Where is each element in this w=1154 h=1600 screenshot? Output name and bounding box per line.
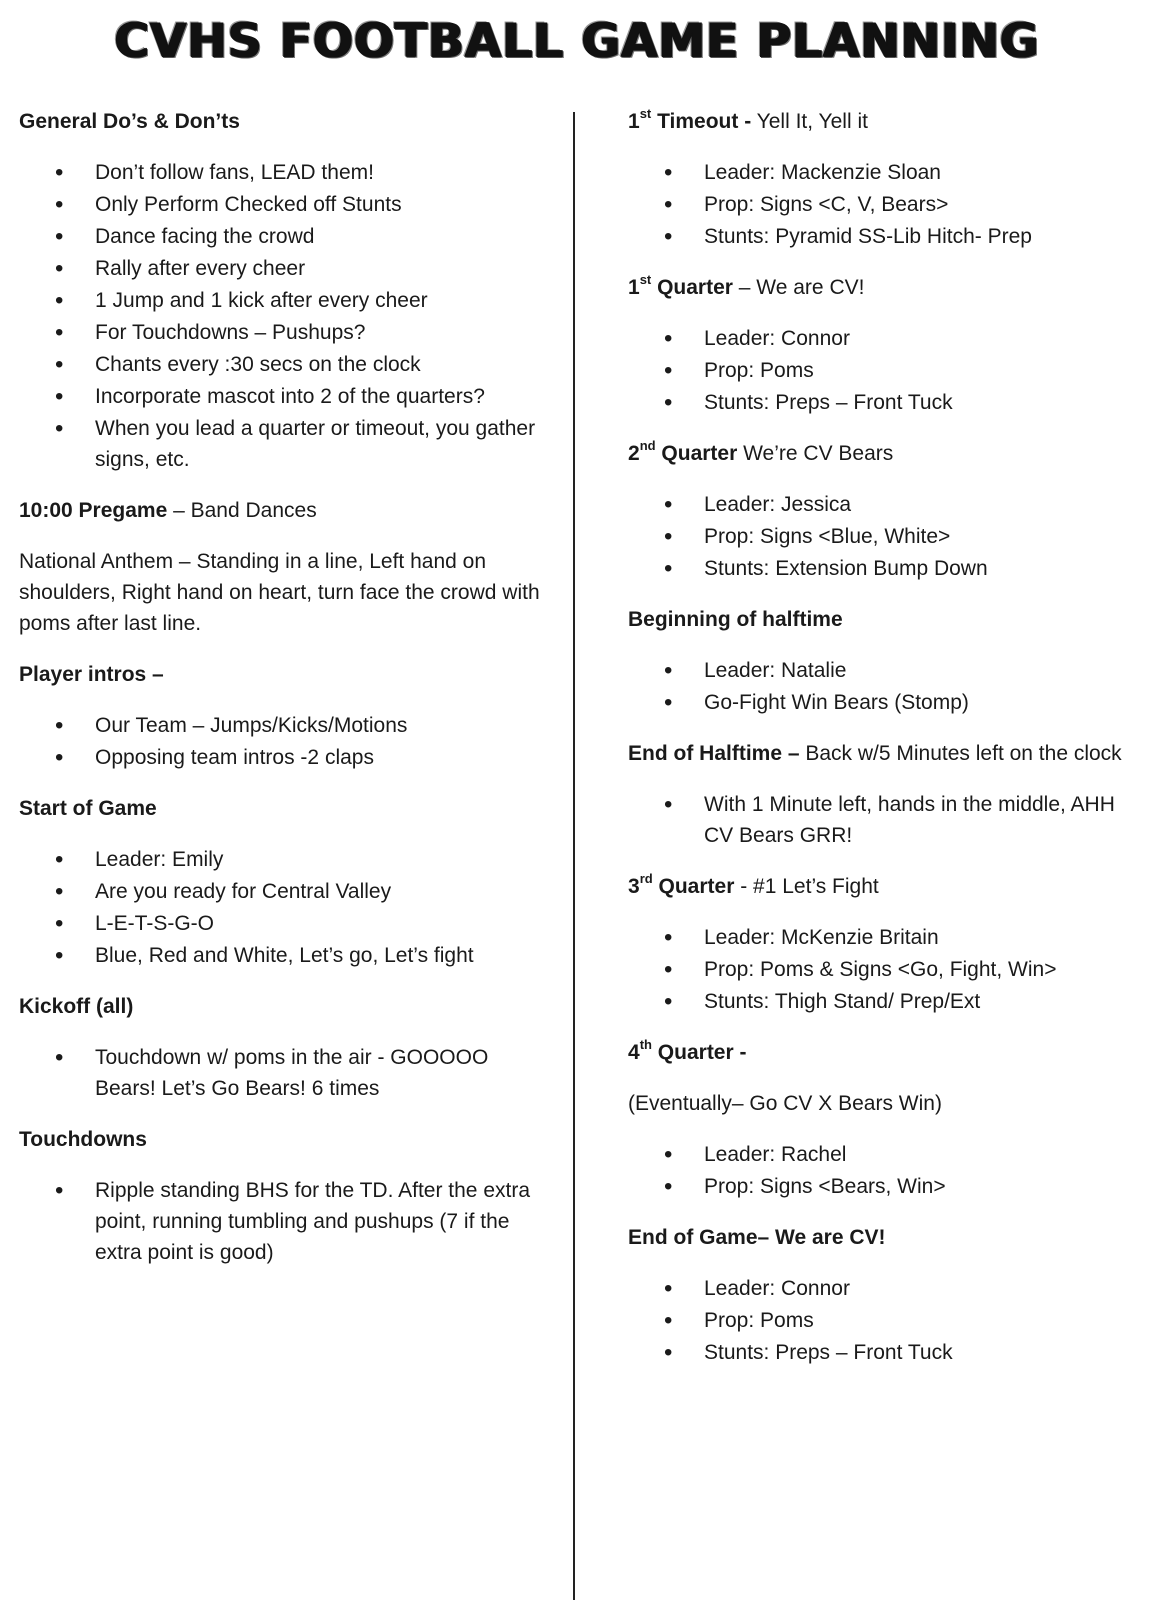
start-of-game-heading: Start of Game: [19, 797, 157, 820]
list-item: • L-E-T-S-G-O: [19, 908, 549, 939]
touchdowns-heading: Touchdowns: [19, 1128, 147, 1151]
list-item: • Stunts: Preps – Front Tuck: [628, 387, 1133, 418]
quarter4-note: (Eventually– Go CV X Bears Win): [628, 1092, 942, 1115]
list-item: • Leader: McKenzie Britain: [628, 922, 1133, 953]
quarter3-list: [628, 922, 1133, 1017]
quarter4-heading: 4th Quarter -: [628, 1037, 747, 1064]
list-item: • With 1 Minute left, hands in the middle, AHH CV Bears GRR!: [628, 789, 1133, 851]
list-item: • Ripple standing BHS for the TD. After the extra point, running tumbling and pushups (7 if the extra point is good): [19, 1175, 549, 1268]
kickoff-heading: Kickoff (all): [19, 995, 134, 1018]
halftime-begin-heading: Beginning of halftime: [628, 608, 843, 631]
list-item: • Prop: Signs <C, V, Bears>: [628, 189, 1133, 220]
list-item: • Stunts: Thigh Stand/ Prep/Ext: [628, 986, 1133, 1017]
list-item: • For Touchdowns – Pushups?: [19, 317, 549, 348]
list-item: • Prop: Poms: [628, 1305, 1133, 1336]
quarter4-list: [628, 1139, 1133, 1202]
right-column: [628, 106, 1133, 1388]
quarter3-heading: 3rd Quarter - #1 Let’s Fight: [628, 871, 879, 898]
list-item: • Leader: Emily: [19, 844, 549, 875]
list-item: • Our Team – Jumps/Kicks/Motions: [19, 710, 549, 741]
page-title: CVHS FOOTBALL GAME PLANNING: [114, 14, 1040, 69]
timeout1-heading: 1st Timeout - Yell It, Yell it: [628, 106, 868, 133]
list-item: • Opposing team intros -2 claps: [19, 742, 549, 773]
list-item: • Stunts: Preps – Front Tuck: [628, 1337, 1133, 1368]
list-item: • Leader: Connor: [628, 1273, 1133, 1304]
anthem-text: National Anthem – Standing in a line, Left hand on shoulders, Right hand on heart, turn face the crowd with poms after last line.: [19, 550, 540, 635]
list-item: • Leader: Rachel: [628, 1139, 1133, 1170]
list-item: • Prop: Signs <Blue, White>: [628, 521, 1133, 552]
list-item: • Prop: Poms & Signs <Go, Fight, Win>: [628, 954, 1133, 985]
list-item: • Stunts: Extension Bump Down: [628, 553, 1133, 584]
list-item: • Go-Fight Win Bears (Stomp): [628, 687, 1133, 718]
kickoff-list: [19, 1042, 549, 1104]
list-item: • Are you ready for Central Valley: [19, 876, 549, 907]
list-item: • Blue, Red and White, Let’s go, Let’s fight: [19, 940, 549, 971]
quarter2-list: [628, 489, 1133, 584]
list-item: • Stunts: Pyramid SS-Lib Hitch- Prep: [628, 221, 1133, 252]
start-of-game-list: [19, 844, 549, 971]
player-intros-heading: Player intros –: [19, 663, 164, 686]
list-item: • Dance facing the crowd: [19, 221, 549, 252]
list-item: • Don’t follow fans, LEAD them!: [19, 157, 549, 188]
halftime-end-list: [628, 789, 1133, 851]
pregame-heading: 10:00 Pregame – Band Dances: [19, 499, 317, 522]
general-list: [19, 157, 549, 475]
list-item: • When you lead a quarter or timeout, you gather signs, etc.: [19, 413, 549, 475]
column-divider: [573, 112, 575, 1600]
left-column: [19, 106, 549, 1288]
list-item: • Leader: Natalie: [628, 655, 1133, 686]
list-item: • Touchdown w/ poms in the air - GOOOOO Bears! Let’s Go Bears! 6 times: [19, 1042, 549, 1104]
touchdowns-list: [19, 1175, 549, 1268]
quarter2-heading: 2nd Quarter We’re CV Bears: [628, 438, 894, 465]
halftime-begin-list: [628, 655, 1133, 718]
quarter1-heading: 1st Quarter – We are CV!: [628, 272, 865, 299]
timeout1-list: [628, 157, 1133, 252]
list-item: • Leader: Connor: [628, 323, 1133, 354]
general-heading: General Do’s & Don’ts: [19, 110, 240, 133]
list-item: • Chants every :30 secs on the clock: [19, 349, 549, 380]
list-item: • Prop: Signs <Bears, Win>: [628, 1171, 1133, 1202]
quarter1-list: [628, 323, 1133, 418]
player-intros-list: [19, 710, 549, 773]
list-item: • Only Perform Checked off Stunts: [19, 189, 549, 220]
list-item: • Rally after every cheer: [19, 253, 549, 284]
list-item: • Leader: Mackenzie Sloan: [628, 157, 1133, 188]
list-item: • Leader: Jessica: [628, 489, 1133, 520]
end-of-game-heading: End of Game– We are CV!: [628, 1226, 886, 1249]
end-of-game-list: [628, 1273, 1133, 1368]
list-item: • Prop: Poms: [628, 355, 1133, 386]
list-item: • 1 Jump and 1 kick after every cheer: [19, 285, 549, 316]
halftime-end-heading: End of Halftime – Back w/5 Minutes left on the clock: [628, 742, 1122, 765]
list-item: • Incorporate mascot into 2 of the quarters?: [19, 381, 549, 412]
